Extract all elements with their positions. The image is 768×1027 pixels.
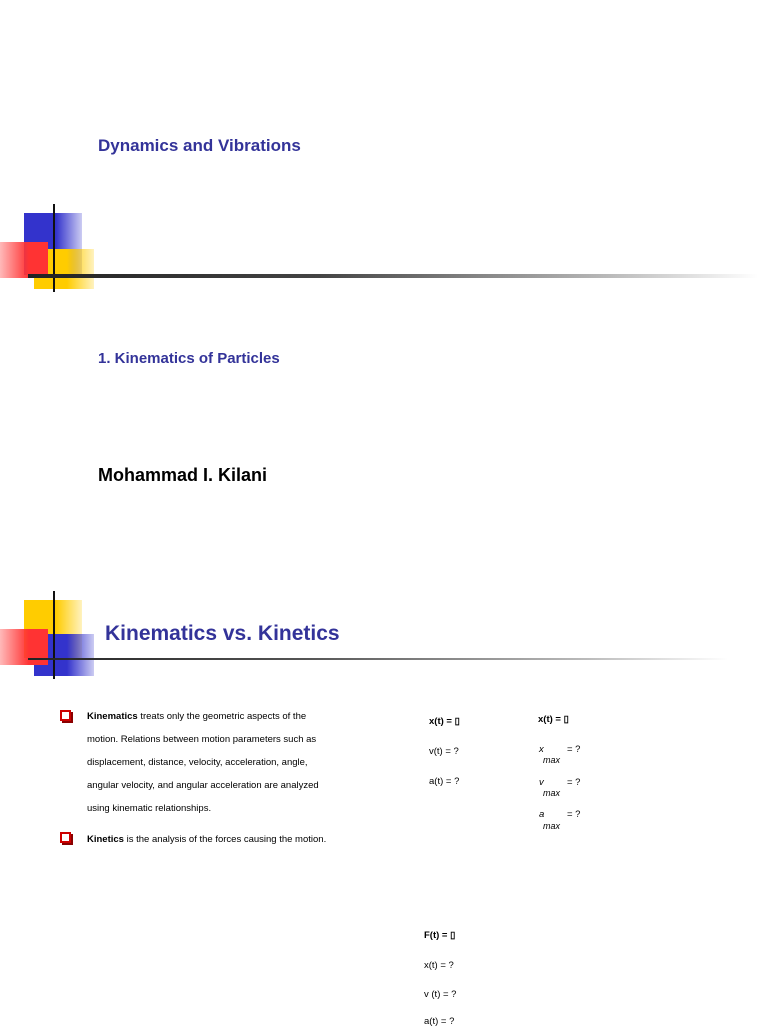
slide2-title: Kinematics vs. Kinetics: [105, 622, 340, 645]
kinetics-paragraph: [87, 828, 367, 851]
vmax-var: v: [539, 777, 544, 788]
term-kinetics: Kinetics: [87, 834, 124, 845]
placeholder-glyph: ▯: [454, 716, 460, 727]
para-line: treats only the geometric aspects of the: [137, 711, 307, 722]
xmax-var: x: [539, 744, 544, 755]
horizontal-rule: [28, 274, 758, 278]
kinematics-paragraph: [87, 705, 352, 820]
bullet-icon: [60, 832, 71, 843]
xmax-rhs: = ?: [567, 744, 581, 755]
eq-lhs: x(t) =: [429, 716, 455, 727]
amax-rhs: = ?: [567, 809, 581, 820]
eq-lhs: F(t) =: [424, 930, 451, 941]
placeholder-glyph: ▯: [450, 930, 456, 941]
slide1-subtitle: 1. Kinematics of Particles: [98, 350, 280, 367]
vertical-line: [53, 591, 55, 679]
slide1-title: Dynamics and Vibrations: [98, 136, 301, 155]
term-kinematics: Kinematics: [87, 711, 138, 722]
para-line: is the analysis of the forces causing the motion.: [123, 834, 327, 845]
bullet-icon: [60, 710, 71, 721]
amax-var: a: [539, 809, 545, 820]
slide1-author: Mohammad I. Kilani: [98, 465, 268, 485]
eq-a-unknown-2: a(t) = ?: [424, 1016, 455, 1027]
para-line: angular velocity, and angular acceleration are analyzed: [87, 780, 319, 791]
red-square: [0, 242, 48, 278]
vmax-rhs: = ?: [567, 777, 581, 788]
placeholder-glyph: ▯: [563, 714, 569, 725]
eq-lhs: x(t) =: [538, 714, 564, 725]
eq-x-unknown: x(t) = ?: [424, 960, 454, 971]
vmax-subscript: max: [543, 788, 561, 798]
para-line: displacement, distance, velocity, acceleration, angle,: [87, 757, 308, 768]
para-line: using kinematic relationships.: [87, 803, 212, 814]
eq-a-unknown: a(t) = ?: [429, 776, 460, 787]
amax-subscript: max: [543, 821, 561, 831]
eq-x-given: [429, 716, 460, 727]
eq-v-unknown: v(t) = ?: [429, 746, 459, 757]
vertical-line: [53, 204, 55, 292]
para-line: motion. Relations between motion parameters such as: [87, 734, 317, 745]
horizontal-rule: [28, 658, 728, 660]
eq-F-given: [424, 930, 455, 941]
xmax-subscript: max: [543, 755, 561, 765]
eq-v-unknown-2: v (t) = ?: [424, 989, 457, 1000]
eq-x-given-2: [538, 714, 569, 725]
